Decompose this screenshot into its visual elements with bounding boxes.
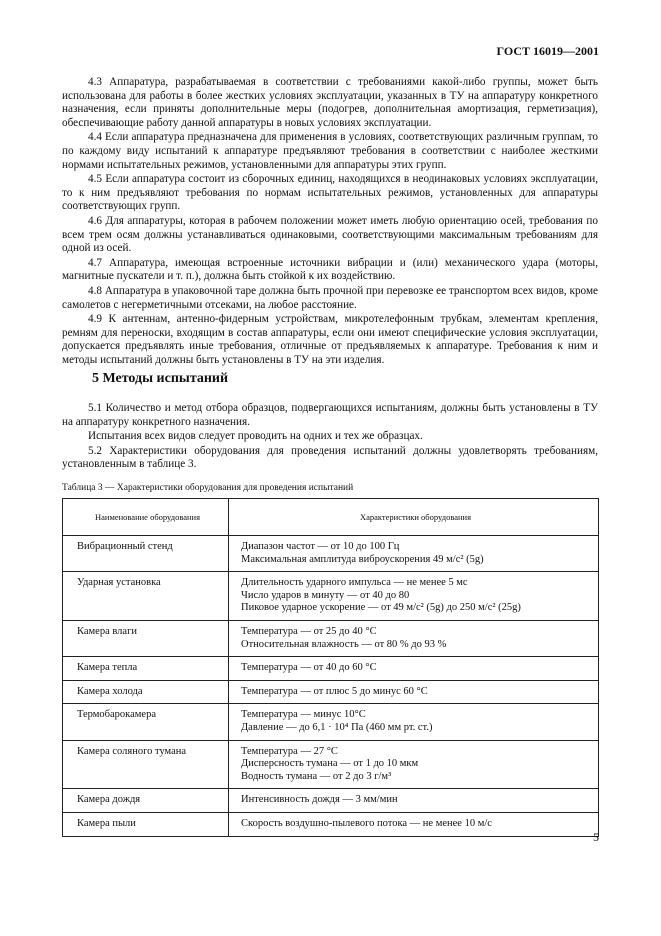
equipment-characteristics: Температура — от плюс 5 до минус 60 °С [229, 680, 599, 704]
clause-4-9: 4.9 К антеннам, антенно-фидерным устройствам, микротелефонным трубкам, элементам крепления, ремням для переноски, входящим в состав аппаратуры, если они имеют специфические условия эксплуатации, допускается предъявлять иные требования, отличные от предъявляемых к аппаратуре. Требования к ним и методы испытаний должны быть установлены в ТУ на эти изделия. [62, 313, 598, 366]
clause-5-2: 5.2 Характеристики оборудования для проведения испытаний должны удовлетворять требованиям, установленным в таблице 3. [62, 444, 598, 471]
section-clauses [62, 402, 598, 473]
document-header: ГОСТ 16019—2001 [496, 44, 599, 58]
equipment-name: Камера дождя [63, 789, 229, 813]
equipment-name: Камера холода [63, 680, 229, 704]
equipment-characteristics: Интенсивность дождя — 3 мм/мин [229, 789, 599, 813]
equipment-characteristics: Диапазон частот — от 10 до 100 Гц Максимальная амплитуда виброускорения 49 м/с² (5g) [229, 536, 599, 572]
equipment-characteristics: Температура — от 25 до 40 °С Относительная влажность — от 80 % до 93 % [229, 620, 599, 656]
table-row [63, 812, 599, 836]
clause-list [62, 76, 598, 368]
column-header-equipment: Наименование оборудования [63, 499, 229, 536]
table-caption: Таблица 3 — Характеристики оборудования для проведения испытаний [62, 483, 354, 493]
equipment-characteristics: Температура — минус 10°С Давление — до 6,1 · 10⁴ Па (460 мм рт. ст.) [229, 704, 599, 740]
equipment-name: Термобарокамера [63, 704, 229, 740]
equipment-table [62, 498, 599, 837]
table-row [63, 536, 599, 572]
equipment-characteristics: Температура — 27 °С Дисперсность тумана — от 1 до 10 мкм Водность тумана — от 2 до 3 г/м³ [229, 740, 599, 789]
equipment-name: Камера влаги [63, 620, 229, 656]
equipment-name: Ударная установка [63, 572, 229, 621]
clause-4-4: 4.4 Если аппаратура предназначена для применения в условиях, соответствующих различным группам, то по каждому виду испытаний к аппаратуре предъявляют требования в соответствии с наиболее жесткими нормами испытательных режимов, установленными для аппаратуры этих групп. [62, 131, 598, 171]
table-header-row [63, 499, 599, 536]
equipment-characteristics: Длительность ударного импульса — не менее 5 мс Число ударов в минуту — от 40 до 80 Пиковое ударное ускорение — от 49 м/с² (5g) до 250 м/с² (25g) [229, 572, 599, 621]
table-row [63, 572, 599, 621]
table-row [63, 789, 599, 813]
table-row [63, 657, 599, 681]
column-header-characteristics: Характеристики оборудования [229, 499, 599, 536]
table-row [63, 704, 599, 740]
table-row [63, 740, 599, 789]
table-row [63, 680, 599, 704]
equipment-name: Камера тепла [63, 657, 229, 681]
equipment-name: Камера соляного тумана [63, 740, 229, 789]
equipment-name: Камера пыли [63, 812, 229, 836]
equipment-characteristics: Температура — от 40 до 60 °С [229, 657, 599, 681]
table-row [63, 620, 599, 656]
equipment-name: Вибрационный стенд [63, 536, 229, 572]
page-number: 5 [593, 830, 599, 844]
clause-5-1-note: Испытания всех видов следует проводить на одних и тех же образцах. [88, 430, 423, 443]
clause-5-1: 5.1 Количество и метод отбора образцов, подвергающихся испытаниям, должны быть установлены в ТУ на аппаратуру конкретного назначения. [62, 402, 598, 428]
section-title: 5 Методы испытаний [92, 371, 229, 386]
clause-4-5: 4.5 Если аппаратура состоит из сборочных единиц, находящихся в неодинаковых условиях эксплуатации, то к ним предъявляют требования по нормам испытательных режимов, установленных для аппаратуры соответствующих групп. [62, 173, 598, 213]
clause-4-7: 4.7 Аппаратура, имеющая встроенные источники вибрации и (или) механического удара (моторы, магнитные пускатели и т. п.), должна быть стойкой к их воздействию. [62, 256, 598, 283]
clause-4-6: 4.6 Для аппаратуры, которая в рабочем положении может иметь любую ориентацию осей, требования по всем трем осям должны устанавливаться одинаковыми, соответствующими максимальным требованиям для одной из осей. [62, 214, 598, 255]
clause-4-8: 4.8 Аппаратура в упаковочной таре должна быть прочной при перевозке ее транспортом всех видов, кроме самолетов с негерметичными отсеками, на любое расстояние. [62, 284, 598, 311]
equipment-characteristics: Скорость воздушно-пылевого потока — не менее 10 м/с [229, 812, 599, 836]
clause-4-3: 4.3 Аппаратура, разрабатываемая в соответствии с требованиями какой-либо группы, может быть использована для работы в более жестких условиях эксплуатации, указанных в ТУ на аппаратуру конкретного назначения, если приняты дополнительные меры (подогрев, дополнительная амортизация, герметизация), обеспечивающие работу данной аппаратуры в новых условиях эксплуатации. [62, 76, 598, 129]
